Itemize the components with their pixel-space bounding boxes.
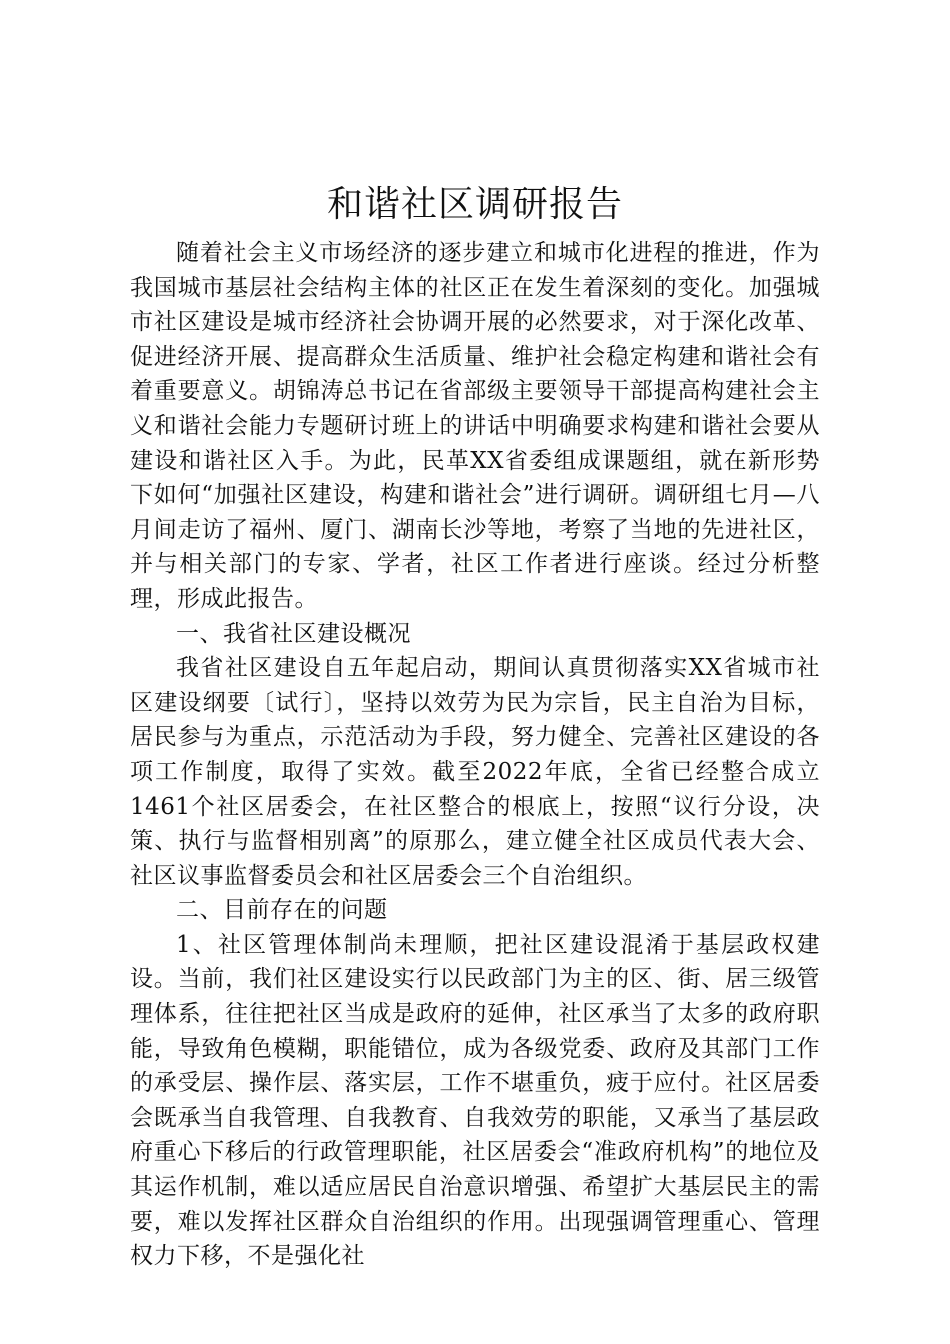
intro-paragraph: 随着社会主义市场经济的逐步建立和城市化进程的推进，作为我国城市基层社会结构主体的社区正在发生着深刻的变化。加强城市社区建设是城市经济社会协调开展的必然要求，对于深化改革、促进经济开展、提高群众生活质量、维护社会稳定构建和谐社会有着重要意义。胡锦涛总书记在省部级主要领导干部提高构建社会主义和谐社会能力专题研讨班上的讲话中明确要求构建和谐社会要从建设和谐社区入手。为此，民革XX省委组成课题组，就在新形势下如何“加强社区建设，构建和谐社会”进行调研。调研组七月—八月间走访了福州、厦门、湖南长沙等地，考察了当地的先进社区，并与相关部门的专家、学者，社区工作者进行座谈。经过分析整理，形成此报告。 xyxy=(130,240,820,612)
section-2-heading: 二、目前存在的问题 xyxy=(176,897,388,924)
section-1-heading: 一、我省社区建设概况 xyxy=(176,620,411,647)
section-2-paragraph: 1、社区管理体制尚未理顺，把社区建设混淆于基层政权建设。当前，我们社区建设实行以民政部门为主的区、街、居三级管理体系，往往把社区当成是政府的延伸，社区承当了太多的政府职能，导致角色模糊，职能错位，成为各级党委、政府及其部门工作的承受层、操作层、落实层，工作不堪重负，疲于应付。社区居委会既承当自我管理、自我教育、自我效劳的职能，又承当了基层政府重心下移后的行政管理职能，社区居委会“准政府机构”的地位及其运作机制，难以适应居民自治意识增强、希望扩大基层民主的需要，难以发挥社区群众自治组织的作用。出现强调管理重心、管理权力下移，不是强化社 xyxy=(130,931,820,1270)
document-page xyxy=(130,180,820,1274)
section-1-paragraph: 我省社区建设自五年起启动，期间认真贯彻落实XX省城市社区建设纲要〔试行〕，坚持以效劳为民为宗旨，民主自治为目标，居民参与为重点，示范活动为手段，努力健全、完善社区建设的各项工作制度，取得了实效。截至2022年底，全省已经整合成立1461个社区居委会，在社区整合的根底上，按照“议行分设，决策、执行与监督相别离”的原那么，建立健全社区成员代表大会、社区议事监督委员会和社区居委会三个自治组织。 xyxy=(130,655,820,889)
document-title: 和谐社区调研报告 xyxy=(326,184,623,225)
